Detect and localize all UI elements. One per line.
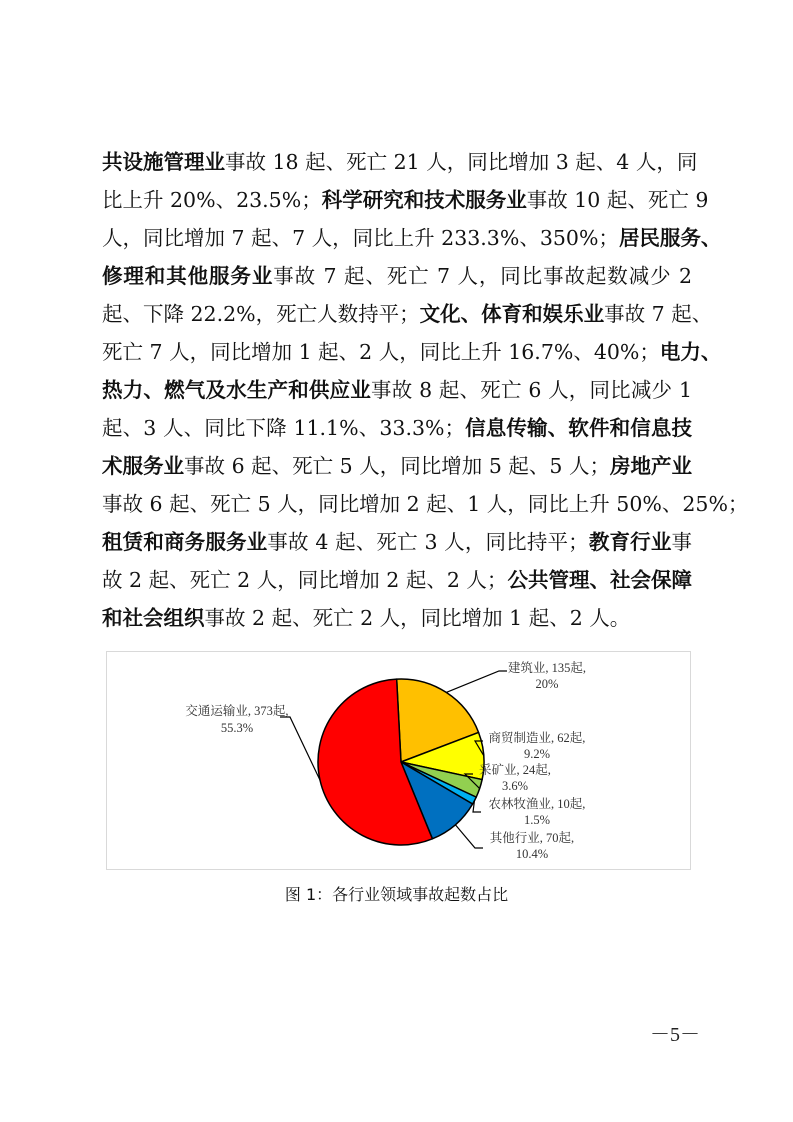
text-run: 事 xyxy=(671,530,693,554)
leader-line-4 xyxy=(455,825,483,848)
body-paragraph xyxy=(102,143,749,637)
text-run: 事故 10 起、死亡 9 xyxy=(526,188,709,212)
pie-chart-figure xyxy=(106,651,691,870)
bold-industry-name: 公共管理、社会保障 xyxy=(507,568,692,592)
bold-industry-name: 修理和其他服务业 xyxy=(102,264,274,288)
bold-industry-name: 电力、 xyxy=(659,340,722,364)
slice-label-0: 建筑业, 135起, xyxy=(507,661,587,675)
slice-percent-5: 55.3% xyxy=(220,721,254,735)
leader-line-3 xyxy=(473,801,481,812)
leader-line-5 xyxy=(280,717,320,780)
slice-label-3: 农林牧渔业, 10起, xyxy=(488,797,586,811)
figure-caption: 图 1：各行业领域事故起数占比 xyxy=(284,885,509,904)
text-line xyxy=(102,447,692,485)
text-run: 事故 18 起、死亡 21 人，同比增加 3 起、4 人，同 xyxy=(225,150,698,174)
text-line xyxy=(102,409,692,447)
text-line xyxy=(102,143,698,181)
page-number: －5－ xyxy=(650,1024,700,1046)
text-line xyxy=(102,523,692,561)
text-run: 事故 6 起、死亡 5 人，同比增加 2 起、1 人，同比上升 50%、25%； xyxy=(102,492,749,516)
text-run: 事故 4 起、死亡 3 人，同比持平； xyxy=(267,530,589,554)
bold-industry-name: 信息传输、软件和信息技 xyxy=(464,416,693,440)
bold-industry-name: 租赁和商务服务业 xyxy=(102,530,268,554)
text-line xyxy=(102,599,692,637)
bold-industry-name: 科学研究和技术服务业 xyxy=(321,188,527,212)
text-run: 事故 7 起、死亡 7 人，同比事故起数减少 2 xyxy=(273,264,692,288)
text-run: 事故 7 起、 xyxy=(604,302,713,326)
text-line xyxy=(102,485,749,523)
bold-industry-name: 房地产业 xyxy=(609,454,692,478)
text-run: 死亡 7 人，同比增加 1 起、2 人，同比上升 16.7%、40%； xyxy=(102,340,660,364)
text-run: 人，同比增加 7 起、7 人，同比上升 233.3%、350%； xyxy=(102,226,619,250)
bold-industry-name: 居民服务、 xyxy=(618,226,722,250)
slice-percent-3: 1.5% xyxy=(523,813,551,827)
slice-percent-1: 9.2% xyxy=(523,747,551,761)
text-line xyxy=(102,371,692,409)
slice-percent-2: 3.6% xyxy=(501,779,529,793)
bold-industry-name: 术服务业 xyxy=(102,454,185,478)
text-line xyxy=(102,333,722,371)
text-line xyxy=(102,181,709,219)
text-run: 起、下降 22.2%，死亡人数持平； xyxy=(102,302,420,326)
slice-label-2: 采矿业, 24起, xyxy=(479,763,551,777)
slice-label-4: 其他行业, 70起, xyxy=(489,831,575,845)
text-run: 故 2 起、死亡 2 人，同比增加 2 起、2 人； xyxy=(102,568,508,592)
text-run: 事故 6 起、死亡 5 人，同比增加 5 起、5 人； xyxy=(184,454,610,478)
text-line xyxy=(102,257,692,295)
leader-line-0 xyxy=(446,671,507,692)
text-line xyxy=(102,295,713,333)
text-run: 事故 2 起、死亡 2 人，同比增加 1 起、2 人。 xyxy=(204,606,631,630)
slice-label-1: 商贸制造业, 62起, xyxy=(488,731,586,745)
pie-chart xyxy=(107,652,692,871)
slice-percent-0: 20% xyxy=(535,677,559,691)
text-run: 比上升 20%、23.5%； xyxy=(102,188,322,212)
bold-industry-name: 共设施管理业 xyxy=(102,150,225,174)
bold-industry-name: 文化、体育和娱乐业 xyxy=(419,302,605,326)
slice-label-5: 交通运输业, 373起, xyxy=(185,704,289,718)
bold-industry-name: 和社会组织 xyxy=(102,606,205,630)
text-line xyxy=(102,561,692,599)
text-run: 事故 8 起、死亡 6 人，同比减少 1 xyxy=(371,378,693,402)
slice-percent-4: 10.4% xyxy=(515,847,549,861)
text-line xyxy=(102,219,722,257)
text-run: 起、3 人、同比下降 11.1%、33.3%； xyxy=(102,416,465,440)
bold-industry-name: 热力、燃气及水生产和供应业 xyxy=(102,378,372,402)
bold-industry-name: 教育行业 xyxy=(588,530,672,554)
